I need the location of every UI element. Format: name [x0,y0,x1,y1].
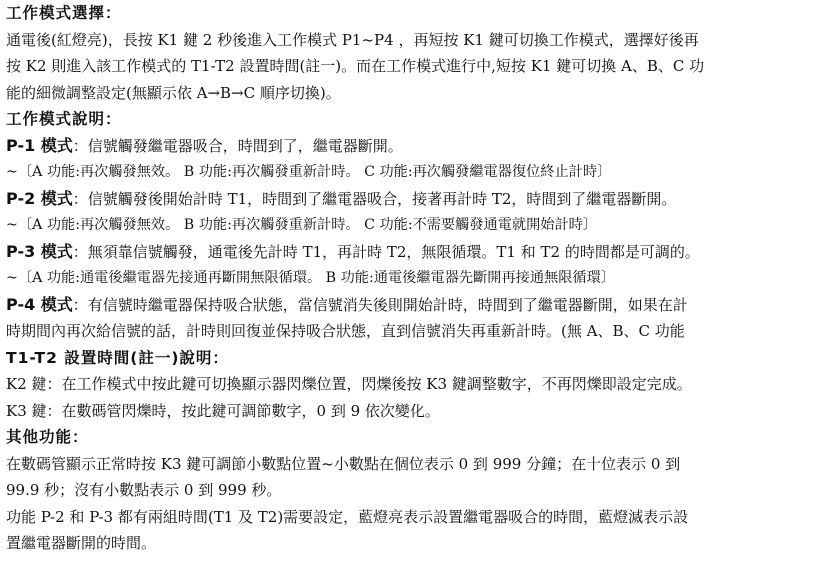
mode-p2-text: ：信號觸發後開始計時 T1，時間到了繼電器吸合，接著再計時 T2，時間到了繼電器斷開。 [72,189,677,208]
mode-p4-name: P-4 模式 [6,294,73,314]
mode-p1-options: ~〔A 功能:再次觸發無效。 B 功能:再次觸發重新計時。 C 功能:再次觸發繼電器復位終止計時〕 [6,164,612,180]
mode-p3-name: P-3 模式 [6,241,73,261]
mode-select-line-3: 能的細微調整設定(無顯示依 A→B→C 順序切換)。 [6,83,341,102]
other-line-2: 99.9 秒；沒有小數點表示 0 到 999 秒。 [6,481,282,499]
other-line-4: 置繼電器斷開的時間。 [6,534,157,552]
mode-p1-text: ：信號觸發繼電器吸合，時間到了，繼電器斷開。 [72,136,403,155]
heading-mode-select: 工作模式選擇： [6,4,122,22]
mode-p4-line-2: 時期間內再次給信號的話，計時則回復並保持吸合狀態，直到信號消失再重新計時。(無 A、B、C 功能 [6,322,685,340]
mode-p2-options: ~〔A 功能:再次觸發無效。 B 功能:再次觸發重新計時。 C 功能:不需要觸發通電就開始計時〕 [6,217,598,233]
mode-p2-line [6,186,826,213]
mode-p3-options: ~〔A 功能:通電後繼電器先接通再斷開無限循環。 B 功能:通電後繼電器先斷開再接通無限循環〕 [6,270,615,286]
other-line-3: 功能 P-2 和 P-3 都有兩組時間(T1 及 T2)需要設定，藍燈亮表示設置繼電器吸合的時間，藍燈滅表示設 [6,507,689,526]
mode-select-line-1: 通電後(紅燈亮)，長按 K1 鍵 2 秒後進入工作模式 P1~P4 ，再短按 K1 鍵可切換工作模式，選擇好後再 [6,30,699,49]
mode-p2-name: P-2 模式 [6,188,73,208]
mode-p3-text: ：無須靠信號觸發，通電後先計時 T1，再計時 T2，無限循環。T1 和 T2 的時間都是可調的。 [72,242,700,261]
heading-t1t2: T1-T2 設置時間(註一)說明： [6,348,229,367]
mode-p1-line [6,133,826,160]
t1t2-k3-line: K3 鍵：在數碼管閃爍時，按此鍵可調節數字，0 到 9 依次變化。 [6,401,440,420]
mode-select-line-2: 按 K2 則進入該工作模式的 T1-T2 設置時間(註一)。而在工作模式進行中,短按 K1 鍵可切換 A、B、C 功 [6,57,705,75]
mode-p4-text: ：有信號時繼電器保持吸合狀態，當信號消失後則開始計時，時間到了繼電器斷開，如果在計 [72,295,688,314]
mode-p1-name: P-1 模式 [6,135,73,155]
other-line-1: 在數碼管顯示正常時按 K3 鍵可調節小數點位置~小數點在個位表示 0 到 999 分鐘；在十位表示 0 到 [6,454,681,473]
t1t2-k2-line: K2 鍵：在工作模式中按此鍵可切換顯示器閃爍位置，閃爍後按 K3 鍵調整數字，不再閃爍即設定完成。 [6,375,692,393]
mode-p4-line [6,292,826,319]
heading-mode-description: 工作模式說明： [6,110,122,128]
mode-p3-line [6,239,826,266]
heading-other-functions: 其他功能： [6,428,89,446]
